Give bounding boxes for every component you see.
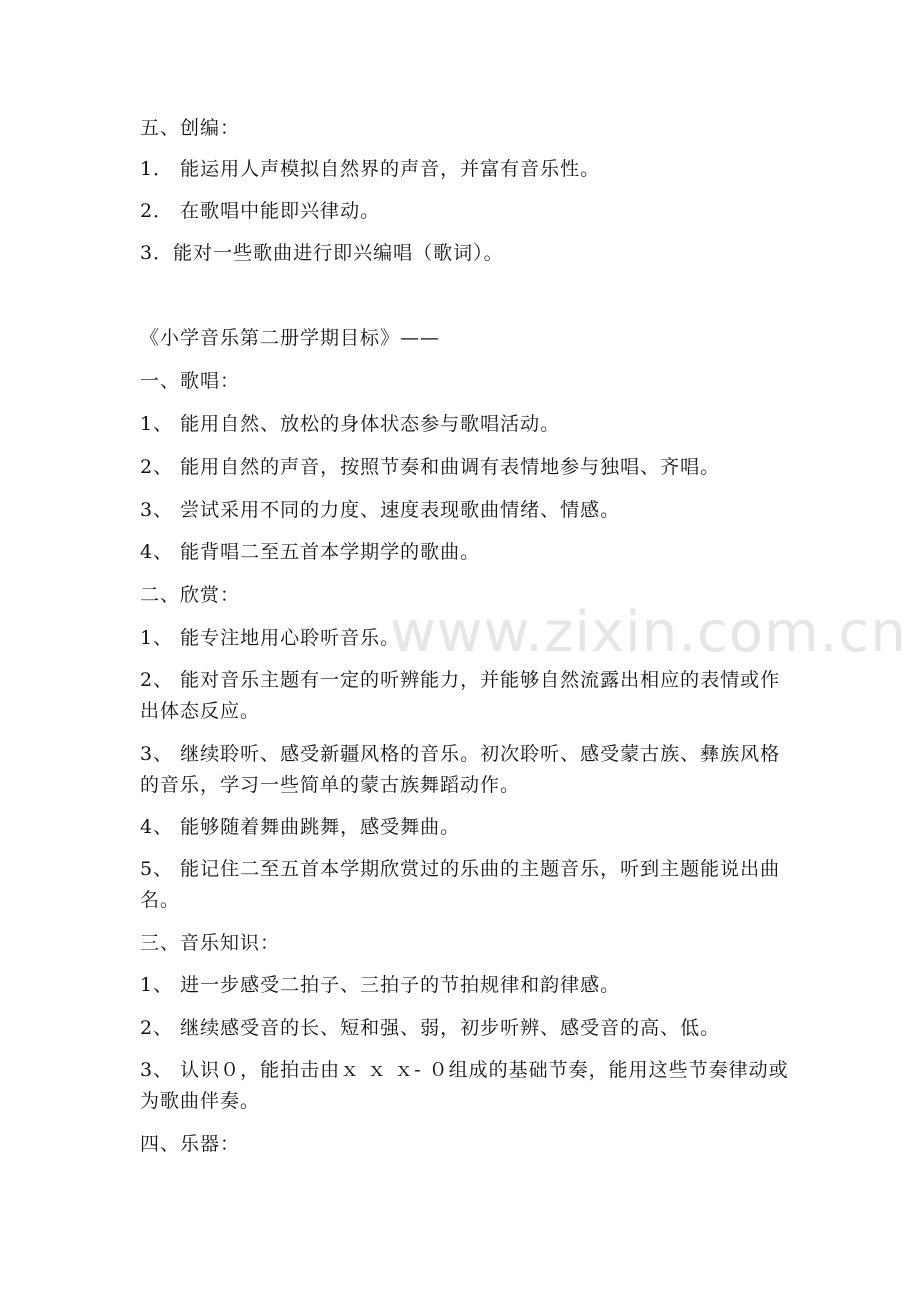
section-heading-knowledge: 三、音乐知识：: [140, 932, 281, 954]
list-item: 2、 继续感受音的长、短和强、弱，初步听辨、感受音的高、低。: [140, 1017, 721, 1039]
list-item: 3、 认识０，能拍击由ｘ ｘ ｘ- ０组成的基础节奏，能用这些节奏律动或为歌曲伴奏。: [140, 1059, 789, 1112]
list-item: 1、 能专注地用心聆听音乐。: [140, 627, 401, 649]
watermark-text: www.zixin.com.cn: [390, 600, 907, 665]
list-item: 2、 能用自然的声音，按照节奏和曲调有表情地参与独唱、齐唱。: [140, 456, 721, 478]
list-item: 4、 能背唱二至五首本学期学的歌曲。: [140, 541, 481, 563]
list-item: 3、 继续聆听、感受新疆风格的音乐。初次聆听、感受蒙古族、彝族风格的音乐，学习一些简单的蒙古族舞蹈动作。: [140, 743, 781, 796]
list-item: 1、 进一步感受二拍子、三拍子的节拍规律和韵律感。: [140, 974, 621, 996]
list-item: 3、 尝试采用不同的力度、速度表现歌曲情绪、情感。: [140, 499, 621, 521]
list-item: 1． 能运用人声模拟自然界的声音，并富有音乐性。: [140, 158, 601, 180]
list-item: 3．能对一些歌曲进行即兴编唱（歌词）。: [140, 242, 504, 264]
section-heading-appreciation: 二、欣赏：: [140, 584, 241, 606]
list-item: 2、 能对音乐主题有一定的听辨能力，并能够自然流露出相应的表情或作出体态反应。: [140, 669, 781, 722]
section-heading-instruments: 四、乐器：: [140, 1133, 241, 1155]
list-item: 5、 能记住二至五首本学期欣赏过的乐曲的主题音乐，听到主题能说出曲名。: [140, 858, 781, 911]
section-heading-create: 五、创编：: [140, 117, 241, 139]
section-heading-singing: 一、歌唱：: [140, 370, 241, 392]
list-item: 4、 能够随着舞曲跳舞，感受舞曲。: [140, 816, 461, 838]
list-item: 2． 在歌唱中能即兴律动。: [140, 200, 381, 222]
document-title: 《小学音乐第二册学期目标》——: [140, 327, 441, 349]
list-item: 1、 能用自然、放松的身体状态参与歌唱活动。: [140, 413, 561, 435]
